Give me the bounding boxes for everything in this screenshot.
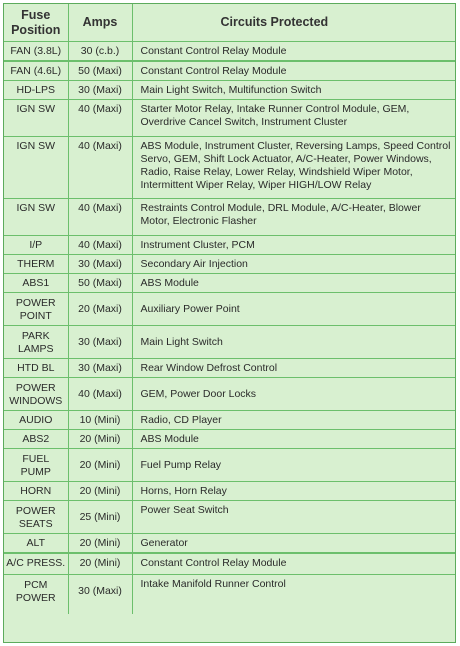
table-row: [4, 482, 455, 501]
amps-cell: 20 (Mini): [68, 553, 132, 574]
amps-cell: 10 (Mini): [68, 411, 132, 430]
fuse-position-cell: ABS1: [4, 274, 68, 293]
circuits-cell: ABS Module, Instrument Cluster, Reversing Lamps, Speed Control Servo, GEM, Shift Lock Actuator, A/C-Heater, Power Windows, Radio, Raise Relay, Lower Relay, Windshield Wiper Motor, Intermittent Wiper Relay, Wiper HIGH/LOW Relay: [132, 137, 455, 199]
fuse-position-cell: IGN SW: [4, 100, 68, 137]
amps-cell: 30 (Maxi): [68, 81, 132, 100]
amps-cell: 20 (Mini): [68, 482, 132, 501]
fuse-position-cell: THERM: [4, 255, 68, 274]
amps-cell: 20 (Mini): [68, 430, 132, 449]
circuits-cell: Main Light Switch: [132, 326, 455, 359]
header-position-line1: Fuse: [21, 7, 51, 22]
fuse-position-cell: FUEL PUMP: [4, 449, 68, 482]
circuits-cell: Secondary Air Injection: [132, 255, 455, 274]
amps-cell: 50 (Maxi): [68, 61, 132, 81]
circuits-cell: ABS Module: [132, 430, 455, 449]
amps-cell: 20 (Maxi): [68, 293, 132, 326]
circuits-cell: Constant Control Relay Module: [132, 61, 455, 81]
fuse-position-cell: HORN: [4, 482, 68, 501]
circuits-cell: Power Seat Switch: [132, 501, 455, 534]
fuse-position-cell: POWER SEATS: [4, 501, 68, 534]
header-amps: Amps: [68, 4, 132, 42]
fuse-position-cell: IGN SW: [4, 137, 68, 199]
circuits-cell: Restraints Control Module, DRL Module, A/C-Heater, Blower Motor, Electronic Flasher: [132, 199, 455, 236]
table-row: [4, 430, 455, 449]
fuse-position-cell: POWER POINT: [4, 293, 68, 326]
fuse-position-cell: ABS2: [4, 430, 68, 449]
circuits-cell: Main Light Switch, Multifunction Switch: [132, 81, 455, 100]
fuse-table-panel: [3, 3, 456, 643]
fuse-position-cell: POWER WINDOWS: [4, 378, 68, 411]
fuse-position-cell: HD-LPS: [4, 81, 68, 100]
header-circuits-protected: Circuits Protected: [132, 4, 455, 42]
fuse-position-cell: A/C PRESS.: [4, 553, 68, 574]
amps-cell: 20 (Mini): [68, 534, 132, 554]
circuits-cell: Rear Window Defrost Control: [132, 359, 455, 378]
table-row: [4, 293, 455, 326]
table-row: [4, 378, 455, 411]
circuits-cell: ABS Module: [132, 274, 455, 293]
header-position-line2: Position: [11, 22, 61, 37]
amps-cell: 40 (Maxi): [68, 236, 132, 255]
amps-cell: 40 (Maxi): [68, 199, 132, 236]
amps-cell: 30 (c.b.): [68, 42, 132, 62]
amps-cell: 30 (Maxi): [68, 574, 132, 614]
table-row: [4, 100, 455, 137]
table-row: [4, 137, 455, 199]
circuits-cell: Constant Control Relay Module: [132, 42, 455, 62]
fuse-position-cell: I/P: [4, 236, 68, 255]
amps-cell: 40 (Maxi): [68, 100, 132, 137]
header-fuse-position: [4, 4, 68, 42]
table-row: [4, 553, 455, 574]
table-row: [4, 42, 455, 62]
table-row: [4, 501, 455, 534]
amps-cell: 30 (Maxi): [68, 359, 132, 378]
table-row: [4, 574, 455, 614]
fuse-table: [4, 4, 455, 614]
fuse-position-cell: FAN (4.6L): [4, 61, 68, 81]
table-row: [4, 534, 455, 554]
circuits-cell: Intake Manifold Runner Control: [132, 574, 455, 614]
amps-cell: 20 (Mini): [68, 449, 132, 482]
amps-cell: 40 (Maxi): [68, 378, 132, 411]
table-row: [4, 199, 455, 236]
fuse-position-cell: ALT: [4, 534, 68, 554]
fuse-position-cell: FAN (3.8L): [4, 42, 68, 62]
amps-cell: 30 (Maxi): [68, 255, 132, 274]
table-header-row: [4, 4, 455, 42]
table-row: [4, 326, 455, 359]
circuits-cell: Starter Motor Relay, Intake Runner Control Module, GEM, Overdrive Cancel Switch, Instrument Cluster: [132, 100, 455, 137]
circuits-cell: Fuel Pump Relay: [132, 449, 455, 482]
table-row: [4, 274, 455, 293]
fuse-position-cell: IGN SW: [4, 199, 68, 236]
circuits-cell: Auxiliary Power Point: [132, 293, 455, 326]
fuse-position-cell: PCM POWER: [4, 574, 68, 614]
amps-cell: 25 (Mini): [68, 501, 132, 534]
table-body: [4, 42, 455, 615]
table-row: [4, 359, 455, 378]
fuse-position-cell: HTD BL: [4, 359, 68, 378]
circuits-cell: Constant Control Relay Module: [132, 553, 455, 574]
circuits-cell: Instrument Cluster, PCM: [132, 236, 455, 255]
table-row: [4, 236, 455, 255]
amps-cell: 50 (Maxi): [68, 274, 132, 293]
amps-cell: 30 (Maxi): [68, 326, 132, 359]
amps-cell: 40 (Maxi): [68, 137, 132, 199]
circuits-cell: GEM, Power Door Locks: [132, 378, 455, 411]
table-row: [4, 255, 455, 274]
table-row: [4, 449, 455, 482]
circuits-cell: Horns, Horn Relay: [132, 482, 455, 501]
circuits-cell: Generator: [132, 534, 455, 554]
fuse-position-cell: AUDIO: [4, 411, 68, 430]
table-row: [4, 411, 455, 430]
table-row: [4, 81, 455, 100]
fuse-position-cell: PARK LAMPS: [4, 326, 68, 359]
circuits-cell: Radio, CD Player: [132, 411, 455, 430]
table-row: [4, 61, 455, 81]
